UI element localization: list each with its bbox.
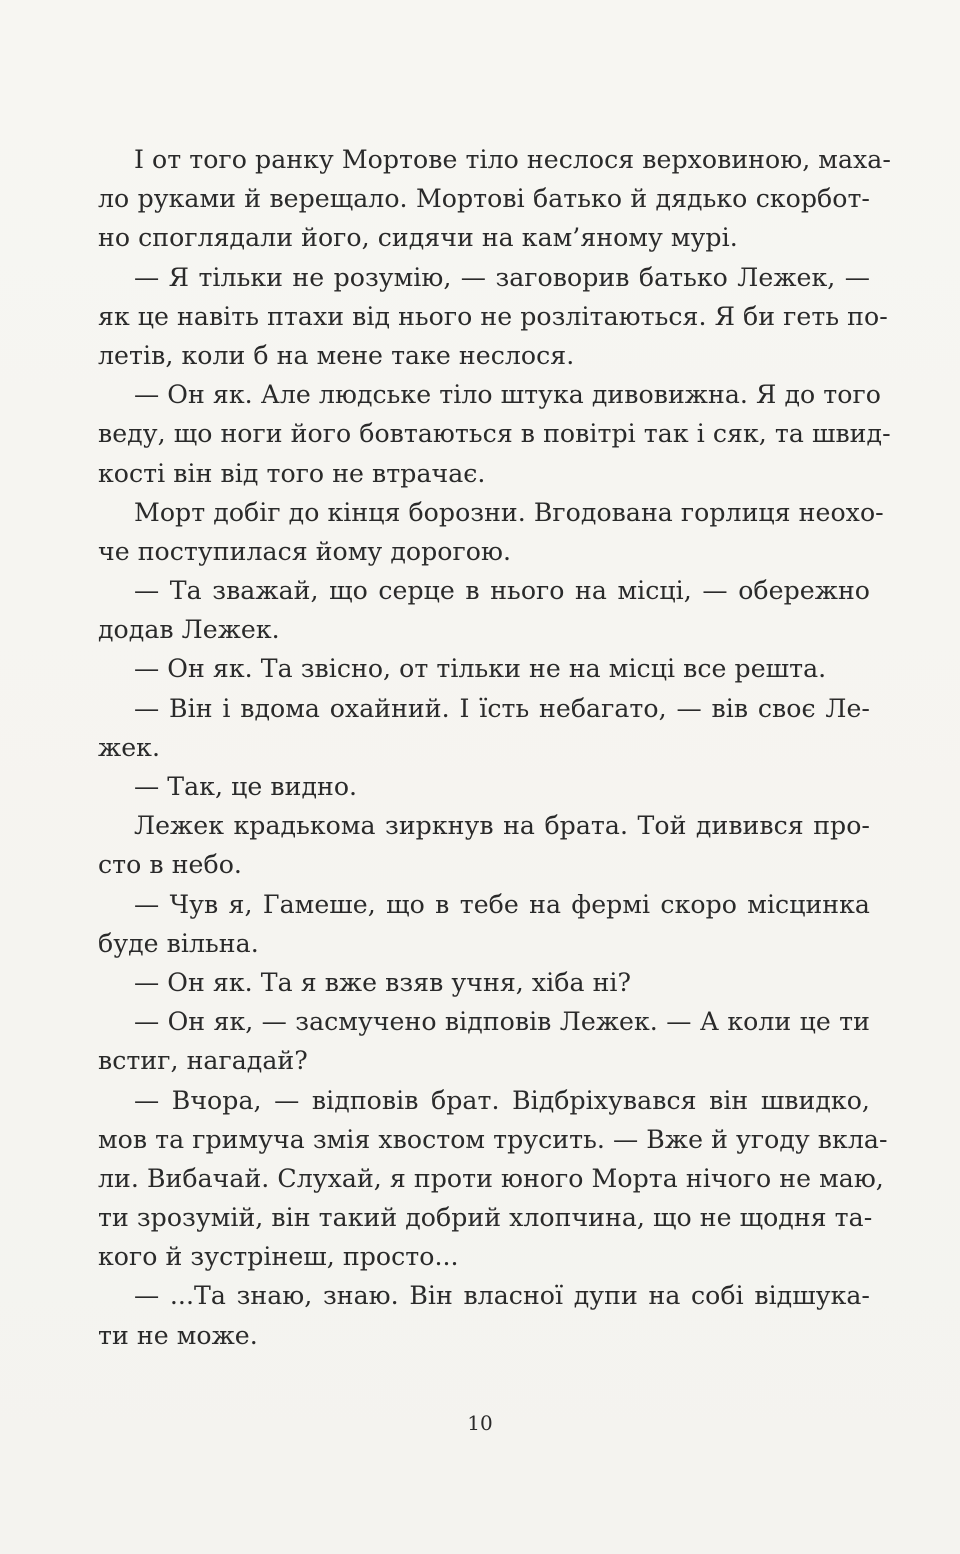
text-line: сто в небо. [98,850,242,880]
text-line: — Чув я, Гамеше, що в тебе на фермі скоро місцинка [134,889,870,919]
paragraph [98,767,870,806]
text-line: ти зрозумій, він такий добрий хлопчина, що не щодня та- [98,1203,873,1233]
text-line: летів, коли б на мене таке неслося. [98,340,575,370]
paragraph [98,806,870,884]
text-line: — Он як, — засмучено відповів Лежек. — А коли це ти [134,1007,870,1037]
paragraph [98,140,891,258]
text-line: жек. [98,732,161,762]
text-line: встиг, нагадай? [98,1046,308,1076]
text-line: додав Лежек. [98,615,280,645]
page-number: 10 [467,1411,493,1435]
text-line: Лежек крадькома зиркнув на брата. Той дивився про- [134,811,870,841]
text-line: — Я тільки не розумію, — заговорив батько Лежек, — [134,262,870,292]
paragraph [98,493,884,571]
text-line: — Он як. Але людське тіло штука дивовижна. Я до того [134,380,881,410]
paragraph [98,375,891,493]
paragraph [98,1276,870,1354]
text-line: — Он як. Та я вже взяв учня, хіба ні? [134,967,632,997]
paragraph [98,885,870,963]
text-line: ти не може. [98,1320,258,1350]
text-line: — Вчора, — відповів брат. Відбріхувався він швидко, [134,1085,870,1115]
text-line: — Та зважай, що серце в нього на місці, — обережно [134,576,870,606]
paragraph [98,1002,870,1080]
text-line: че поступилася йому дорогою. [98,536,511,566]
paragraph [98,258,888,376]
text-line: — Так, це видно. [134,772,358,801]
text-line: буде вільна. [98,928,259,958]
body-text [98,140,891,1355]
text-line: ли. Вибачай. Слухай, я проти юного Морта нічого не маю, [98,1163,884,1193]
paragraph [98,963,870,1002]
text-line: — Он як. Та звісно, от тільки не на місці все решта. [134,654,827,684]
text-line: Морт добіг до кінця борозни. Вгодована горлиця неохо- [134,497,884,527]
text-line: мов та гримуча змія хвостом трусить. — Вже й угоду вкла- [98,1124,888,1154]
text-line: кості він від того не втрачає. [98,458,486,488]
paragraph [98,571,870,649]
text-line: но споглядали його, сидячи на кам’яному мурі. [98,223,738,253]
text-line: — Він і вдома охайний. І їсть небагато, — вів своє Ле- [134,693,870,723]
text-line: як це навіть птахи від нього не розлітаються. Я би геть по- [98,301,888,331]
text-line: ло руками й верещало. Мортові батько й дядько скорбот- [98,184,870,214]
text-line: І от того ранку Мортове тіло неслося верховиною, маха- [134,145,891,174]
paragraph [98,689,870,767]
paragraph [98,649,870,688]
text-line: — ...Та знаю, знаю. Він власної дупи на собі відшука- [134,1281,870,1311]
text-line: веду, що ноги його бовтаються в повітрі так і сяк, та швид- [98,419,891,449]
text-line: кого й зустрінеш, просто... [98,1242,459,1272]
paragraph [98,1081,888,1277]
